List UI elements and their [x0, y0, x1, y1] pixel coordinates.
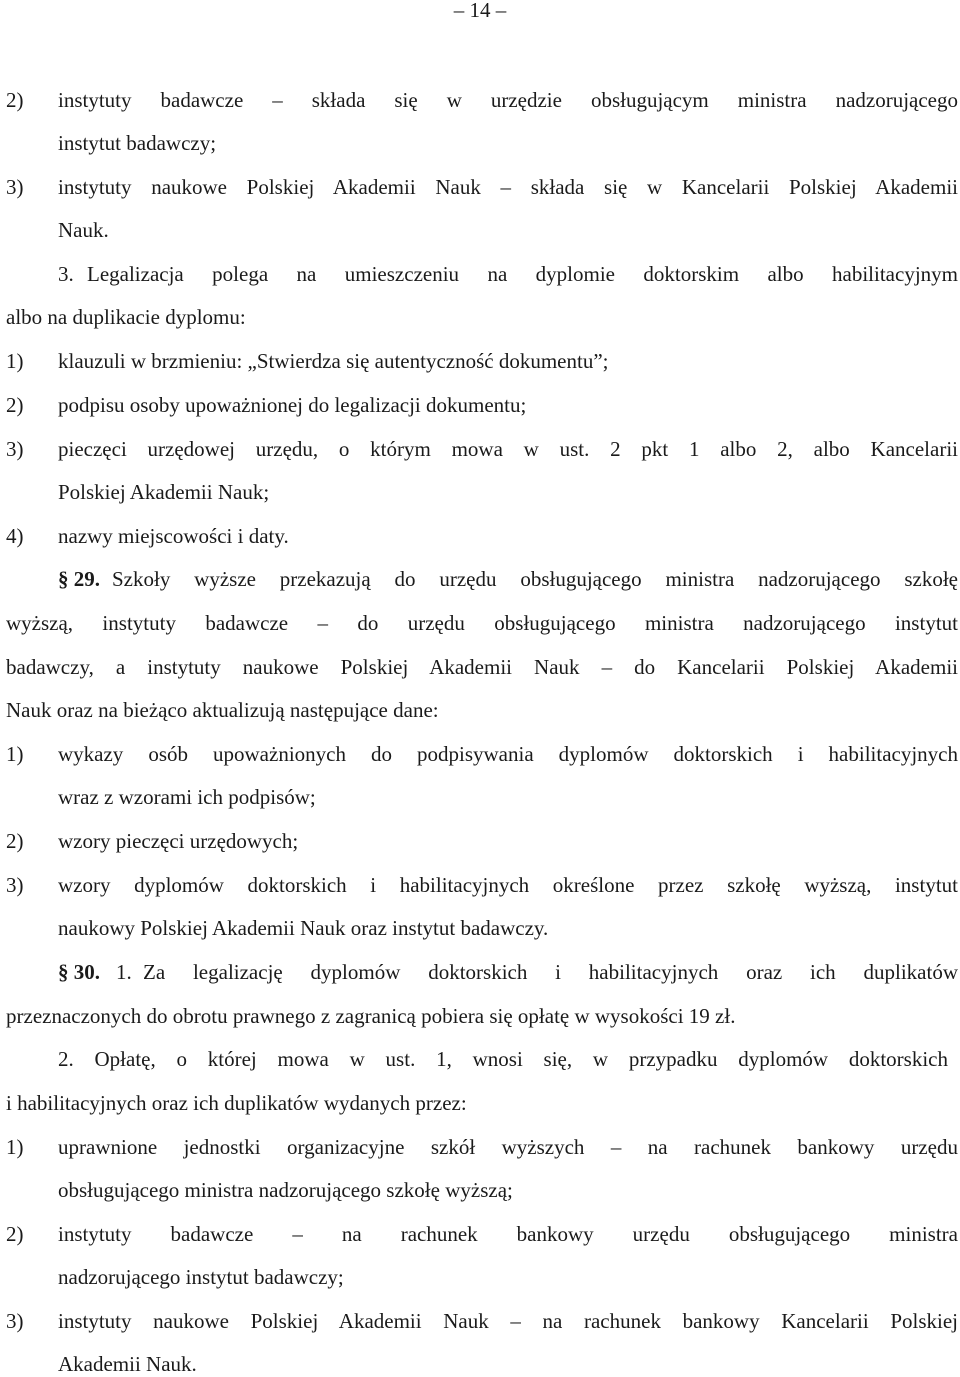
item-number: 1)	[6, 1135, 24, 1159]
section-label: § 30.	[58, 960, 100, 984]
item-text-line: wzory pieczęci urzędowych;	[58, 829, 299, 853]
item-text-line: obsługującego ministra nadzorującego szkołę wyższą;	[58, 1178, 513, 1202]
item-text-line: wraz z wzorami ich podpisów;	[58, 785, 316, 809]
section-line: wyższą, instytuty badawcze – do urzędu obsługującego ministra nadzorującego instytut	[6, 611, 958, 635]
page-number: – 14 –	[453, 0, 507, 22]
section-line: Nauk oraz na bieżąco aktualizują następujące dane:	[6, 698, 439, 722]
item-text-line: naukowy Polskiej Akademii Nauk oraz instytut badawczy.	[58, 916, 549, 940]
paragraph-line: i habilitacyjnych oraz ich duplikatów wydanych przez:	[6, 1091, 467, 1115]
section-line: Za legalizację dyplomów doktorskich i habilitacyjnych oraz ich duplikatów	[143, 960, 958, 984]
item-number: 1)	[6, 349, 24, 373]
item-number: 3)	[6, 873, 24, 897]
item-number: 3)	[6, 175, 24, 199]
paragraph-line: 2. Opłatę, o której mowa w ust. 1, wnosi się, w przypadku dyplomów doktorskich	[58, 1047, 948, 1071]
item-number: 3)	[6, 1309, 24, 1333]
item-text-line: instytuty naukowe Polskiej Akademii Nauk – na rachunek bankowy Kancelarii Polskiej	[58, 1309, 958, 1333]
section-line: przeznaczonych do obrotu prawnego z zagranicą pobiera się opłatę w wysokości 19 zł.	[6, 1004, 736, 1028]
item-text-line: podpisu osoby upoważnionej do legalizacji dokumentu;	[58, 393, 527, 417]
item-number: 1)	[6, 742, 24, 766]
section-line: badawczy, a instytuty naukowe Polskiej Akademii Nauk – do Kancelarii Polskiej Akademii	[6, 655, 958, 679]
section-line: Szkoły wyższe przekazują do urzędu obsługującego ministra nadzorującego szkołę	[112, 567, 958, 591]
paragraph-line: albo na duplikacie dyplomu:	[6, 305, 246, 329]
item-text-line: wzory dyplomów doktorskich i habilitacyjnych określone przez szkołę wyższą, instytut	[58, 873, 958, 897]
item-text-line: instytuty badawcze – na rachunek bankowy urzędu obsługującego ministra	[58, 1222, 958, 1246]
item-text-line: klauzuli w brzmieniu: „Stwierdza się autentyczność dokumentu”;	[58, 349, 609, 373]
item-text-line: Nauk.	[58, 218, 109, 242]
item-number: 2)	[6, 829, 24, 853]
item-number: 3)	[6, 437, 24, 461]
paragraph-number: 3.	[58, 262, 74, 286]
item-number: 2)	[6, 88, 24, 112]
item-number: 2)	[6, 393, 24, 417]
section-label: § 29.	[58, 567, 100, 591]
item-text-line: pieczęci urzędowej urzędu, o którym mowa w ust. 2 pkt 1 albo 2, albo Kancelarii	[58, 437, 958, 461]
item-text-line: instytuty naukowe Polskiej Akademii Nauk – składa się w Kancelarii Polskiej Akademii	[58, 175, 958, 199]
item-text-line: Akademii Nauk.	[58, 1352, 197, 1376]
item-text-line: Polskiej Akademii Nauk;	[58, 480, 270, 504]
item-text-line: instytut badawczy;	[58, 131, 217, 155]
item-text-line: nazwy miejscowości i daty.	[58, 524, 289, 548]
item-number: 4)	[6, 524, 24, 548]
paragraph-line: Legalizacja polega na umieszczeniu na dyplomie doktorskim albo habilitacyjnym	[87, 262, 958, 286]
item-number: 2)	[6, 1222, 24, 1246]
item-text-line: nadzorującego instytut badawczy;	[58, 1265, 344, 1289]
paragraph-number: 1.	[116, 960, 132, 984]
item-text-line: instytuty badawcze – składa się w urzędzie obsługującym ministra nadzorującego	[58, 88, 958, 112]
item-text-line: uprawnione jednostki organizacyjne szkół wyższych – na rachunek bankowy urzędu	[58, 1135, 958, 1159]
item-text-line: wykazy osób upoważnionych do podpisywania dyplomów doktorskich i habilitacyjnych	[58, 742, 958, 766]
